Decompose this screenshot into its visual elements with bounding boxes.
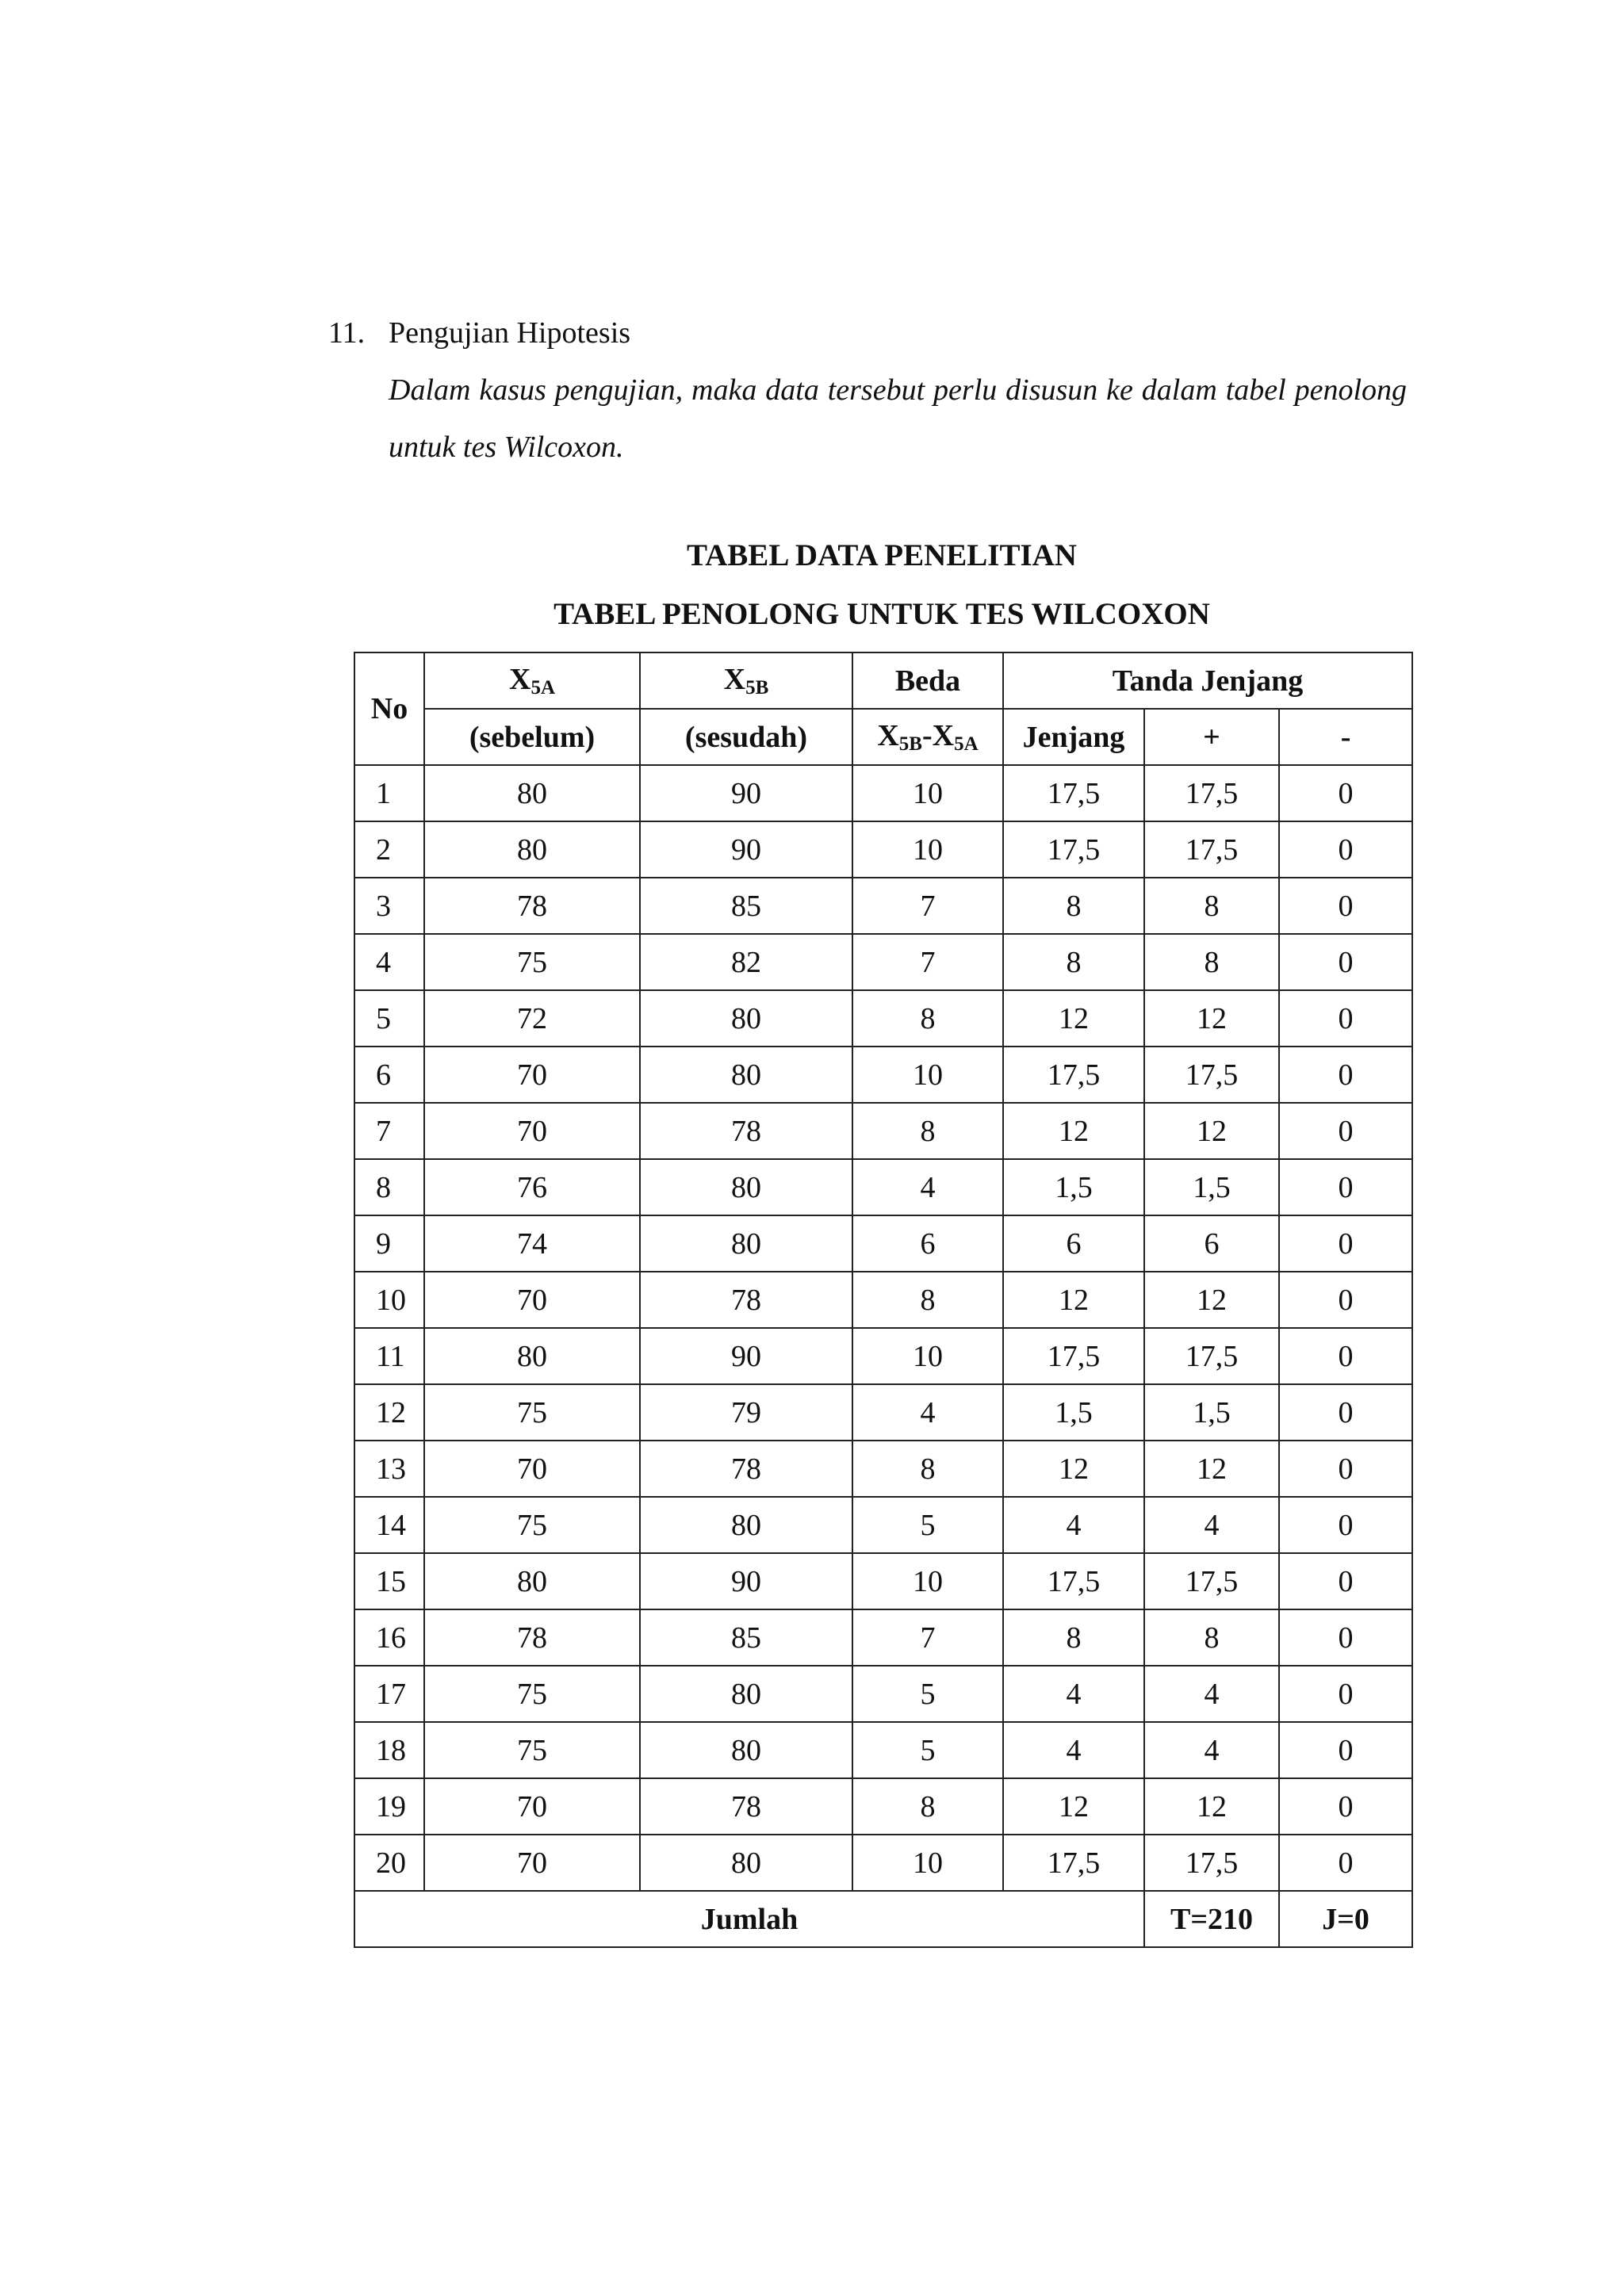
cell-plus: 17,5 <box>1144 1835 1279 1891</box>
cell-minus: 0 <box>1279 1384 1412 1441</box>
cell-minus: 0 <box>1279 1835 1412 1891</box>
cell-sesudah: 80 <box>640 1722 852 1778</box>
cell-sebelum: 75 <box>424 934 640 990</box>
table-row <box>354 821 1412 878</box>
cell-jenjang: 12 <box>1003 1103 1144 1159</box>
cell-jenjang: 12 <box>1003 1778 1144 1835</box>
table-row <box>354 1384 1412 1441</box>
cell-plus: 17,5 <box>1144 1328 1279 1384</box>
table-row <box>354 934 1412 990</box>
cell-minus: 0 <box>1279 1553 1412 1609</box>
table-row <box>354 1553 1412 1609</box>
cell-minus: 0 <box>1279 1328 1412 1384</box>
cell-sebelum: 75 <box>424 1384 640 1441</box>
table-row <box>354 1722 1412 1778</box>
cell-no: 12 <box>354 1384 424 1441</box>
cell-plus: 8 <box>1144 934 1279 990</box>
cell-jenjang: 17,5 <box>1003 1328 1144 1384</box>
cell-sesudah: 80 <box>640 1047 852 1103</box>
cell-sebelum: 70 <box>424 1047 640 1103</box>
cell-minus: 0 <box>1279 1778 1412 1835</box>
cell-jenjang: 17,5 <box>1003 821 1144 878</box>
cell-beda: 8 <box>852 1272 1003 1328</box>
cell-no: 5 <box>354 990 424 1047</box>
cell-sebelum: 80 <box>424 1553 640 1609</box>
cell-beda: 7 <box>852 1609 1003 1666</box>
cell-beda: 10 <box>852 1047 1003 1103</box>
cell-jenjang: 4 <box>1003 1497 1144 1553</box>
table-row <box>354 1666 1412 1722</box>
cell-no: 4 <box>354 934 424 990</box>
cell-sesudah: 80 <box>640 990 852 1047</box>
cell-minus: 0 <box>1279 1609 1412 1666</box>
cell-sesudah: 78 <box>640 1778 852 1835</box>
cell-beda: 8 <box>852 1441 1003 1497</box>
cell-minus: 0 <box>1279 1215 1412 1272</box>
section-number: 11. <box>328 316 366 350</box>
cell-sebelum: 80 <box>424 1328 640 1384</box>
cell-plus: 17,5 <box>1144 1553 1279 1609</box>
table-row <box>354 1835 1412 1891</box>
cell-sebelum: 70 <box>424 1778 640 1835</box>
cell-jenjang: 1,5 <box>1003 1159 1144 1215</box>
cell-plus: 1,5 <box>1144 1159 1279 1215</box>
cell-jenjang: 12 <box>1003 1441 1144 1497</box>
cell-sesudah: 90 <box>640 1553 852 1609</box>
cell-sesudah: 80 <box>640 1159 852 1215</box>
header-no: No <box>354 652 424 765</box>
cell-jenjang: 12 <box>1003 990 1144 1047</box>
cell-sebelum: 75 <box>424 1666 640 1722</box>
cell-sesudah: 79 <box>640 1384 852 1441</box>
cell-minus: 0 <box>1279 821 1412 878</box>
cell-jenjang: 12 <box>1003 1272 1144 1328</box>
cell-sebelum: 75 <box>424 1722 640 1778</box>
table-title-line2: TABEL PENOLONG UNTUK TES WILCOXON <box>553 597 1210 631</box>
table-title-line1: TABEL DATA PENELITIAN <box>687 538 1077 572</box>
cell-plus: 8 <box>1144 1609 1279 1666</box>
cell-plus: 12 <box>1144 1103 1279 1159</box>
cell-beda: 5 <box>852 1666 1003 1722</box>
cell-no: 3 <box>354 878 424 934</box>
section-heading <box>328 304 1407 362</box>
cell-beda: 7 <box>852 934 1003 990</box>
cell-minus: 0 <box>1279 765 1412 821</box>
cell-beda: 5 <box>852 1497 1003 1553</box>
cell-beda: 8 <box>852 1778 1003 1835</box>
header-beda: Beda <box>852 652 1003 709</box>
footer-t: T=210 <box>1144 1891 1279 1947</box>
cell-jenjang: 17,5 <box>1003 1553 1144 1609</box>
cell-jenjang: 6 <box>1003 1215 1144 1272</box>
cell-jenjang: 8 <box>1003 1609 1144 1666</box>
header-sesudah: (sesudah) <box>640 709 852 765</box>
cell-plus: 17,5 <box>1144 765 1279 821</box>
cell-sebelum: 70 <box>424 1835 640 1891</box>
cell-beda: 10 <box>852 1553 1003 1609</box>
footer-jumlah: Jumlah <box>354 1891 1144 1947</box>
table-row <box>354 1497 1412 1553</box>
cell-no: 7 <box>354 1103 424 1159</box>
table-titles <box>352 526 1411 644</box>
cell-no: 13 <box>354 1441 424 1497</box>
cell-sebelum: 80 <box>424 765 640 821</box>
cell-plus: 6 <box>1144 1215 1279 1272</box>
cell-beda: 8 <box>852 1103 1003 1159</box>
cell-sebelum: 78 <box>424 1609 640 1666</box>
cell-sesudah: 82 <box>640 934 852 990</box>
cell-sesudah: 80 <box>640 1835 852 1891</box>
cell-no: 8 <box>354 1159 424 1215</box>
table-row <box>354 765 1412 821</box>
cell-sesudah: 90 <box>640 821 852 878</box>
cell-no: 19 <box>354 1778 424 1835</box>
table-row <box>354 1159 1412 1215</box>
cell-sesudah: 80 <box>640 1666 852 1722</box>
cell-plus: 4 <box>1144 1497 1279 1553</box>
table-row <box>354 1328 1412 1384</box>
cell-jenjang: 8 <box>1003 934 1144 990</box>
cell-sebelum: 70 <box>424 1441 640 1497</box>
wilcoxon-table <box>354 652 1413 1948</box>
cell-beda: 4 <box>852 1159 1003 1215</box>
cell-sebelum: 70 <box>424 1272 640 1328</box>
cell-no: 11 <box>354 1328 424 1384</box>
table-row <box>354 1441 1412 1497</box>
section-paragraph: Dalam kasus pengujian, maka data tersebut perlu disusun ke dalam tabel penolong untuk tes Wilcoxon. <box>389 373 1407 464</box>
cell-no: 6 <box>354 1047 424 1103</box>
cell-no: 17 <box>354 1666 424 1722</box>
cell-no: 14 <box>354 1497 424 1553</box>
cell-jenjang: 17,5 <box>1003 1047 1144 1103</box>
cell-minus: 0 <box>1279 1159 1412 1215</box>
header-plus: + <box>1144 709 1279 765</box>
table-row <box>354 1609 1412 1666</box>
cell-plus: 1,5 <box>1144 1384 1279 1441</box>
cell-beda: 7 <box>852 878 1003 934</box>
cell-plus: 4 <box>1144 1722 1279 1778</box>
cell-sesudah: 78 <box>640 1272 852 1328</box>
table-row <box>354 1272 1412 1328</box>
cell-sebelum: 80 <box>424 821 640 878</box>
header-beda-formula: $X_{5B}-X_{5A}$ <box>852 709 1003 765</box>
cell-plus: 4 <box>1144 1666 1279 1722</box>
header-sebelum: (sebelum) <box>424 709 640 765</box>
cell-minus: 0 <box>1279 1103 1412 1159</box>
cell-jenjang: 4 <box>1003 1722 1144 1778</box>
cell-minus: 0 <box>1279 1722 1412 1778</box>
table-footer-row <box>354 1891 1412 1947</box>
cell-no: 1 <box>354 765 424 821</box>
table-row <box>354 878 1412 934</box>
header-jenjang: Jenjang <box>1003 709 1144 765</box>
cell-beda: 10 <box>852 765 1003 821</box>
cell-beda: 5 <box>852 1722 1003 1778</box>
cell-plus: 8 <box>1144 878 1279 934</box>
cell-jenjang: 1,5 <box>1003 1384 1144 1441</box>
header-minus: - <box>1279 709 1412 765</box>
table-row <box>354 1047 1412 1103</box>
cell-sesudah: 90 <box>640 1328 852 1384</box>
header-row-1 <box>354 652 1412 709</box>
cell-minus: 0 <box>1279 934 1412 990</box>
cell-jenjang: 8 <box>1003 878 1144 934</box>
cell-beda: 4 <box>852 1384 1003 1441</box>
cell-no: 10 <box>354 1272 424 1328</box>
cell-sesudah: 78 <box>640 1103 852 1159</box>
section-heading-text: Pengujian Hipotesis <box>389 316 631 350</box>
cell-beda: 10 <box>852 1835 1003 1891</box>
header-x5a: $X_{5A}$ <box>424 652 640 709</box>
cell-sebelum: 75 <box>424 1497 640 1553</box>
cell-jenjang: 17,5 <box>1003 1835 1144 1891</box>
cell-no: 2 <box>354 821 424 878</box>
cell-sesudah: 80 <box>640 1215 852 1272</box>
footer-j: J=0 <box>1279 1891 1412 1947</box>
cell-sebelum: 74 <box>424 1215 640 1272</box>
cell-minus: 0 <box>1279 1497 1412 1553</box>
cell-sebelum: 70 <box>424 1103 640 1159</box>
cell-beda: 10 <box>852 1328 1003 1384</box>
cell-minus: 0 <box>1279 1047 1412 1103</box>
cell-sesudah: 78 <box>640 1441 852 1497</box>
header-x5b: $X_{5B}$ <box>640 652 852 709</box>
cell-minus: 0 <box>1279 878 1412 934</box>
table-body <box>354 765 1412 1891</box>
table-row <box>354 1103 1412 1159</box>
cell-sebelum: 78 <box>424 878 640 934</box>
cell-no: 16 <box>354 1609 424 1666</box>
header-row-2 <box>354 709 1412 765</box>
cell-plus: 12 <box>1144 1272 1279 1328</box>
cell-sesudah: 90 <box>640 765 852 821</box>
cell-sesudah: 85 <box>640 1609 852 1666</box>
cell-beda: 8 <box>852 990 1003 1047</box>
cell-jenjang: 4 <box>1003 1666 1144 1722</box>
cell-sebelum: 76 <box>424 1159 640 1215</box>
cell-minus: 0 <box>1279 990 1412 1047</box>
cell-no: 20 <box>354 1835 424 1891</box>
cell-jenjang: 17,5 <box>1003 765 1144 821</box>
cell-plus: 17,5 <box>1144 1047 1279 1103</box>
cell-beda: 6 <box>852 1215 1003 1272</box>
cell-plus: 17,5 <box>1144 821 1279 878</box>
cell-minus: 0 <box>1279 1666 1412 1722</box>
table-row <box>354 1778 1412 1835</box>
cell-no: 18 <box>354 1722 424 1778</box>
header-tanda-jenjang: Tanda Jenjang <box>1003 652 1412 709</box>
cell-plus: 12 <box>1144 990 1279 1047</box>
cell-sebelum: 72 <box>424 990 640 1047</box>
cell-minus: 0 <box>1279 1272 1412 1328</box>
cell-no: 15 <box>354 1553 424 1609</box>
hypothesis-section <box>328 304 1407 476</box>
table-row <box>354 1215 1412 1272</box>
cell-beda: 10 <box>852 821 1003 878</box>
cell-plus: 12 <box>1144 1441 1279 1497</box>
table-row <box>354 990 1412 1047</box>
cell-sesudah: 80 <box>640 1497 852 1553</box>
cell-plus: 12 <box>1144 1778 1279 1835</box>
cell-sesudah: 85 <box>640 878 852 934</box>
cell-minus: 0 <box>1279 1441 1412 1497</box>
cell-no: 9 <box>354 1215 424 1272</box>
